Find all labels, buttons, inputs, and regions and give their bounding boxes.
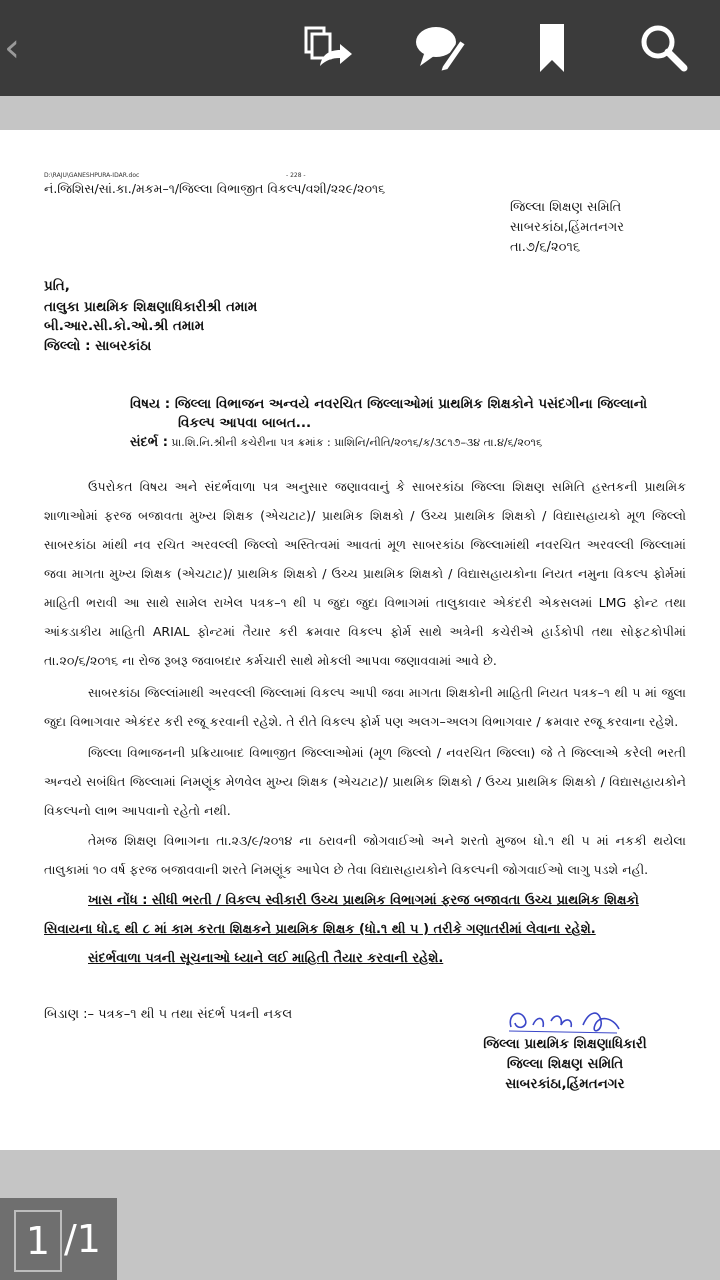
- special-note: ખાસ નોંધ : સીધી ભરતી / વિકલ્પ સ્વીકારી ઉચ્ચ પ્રાથમિક વિભાગમાં ફરજ બજાવતા ઉચ્ચ પ્રાથમિક શિક્ષકો સિવાયના ધો.૬ થી ૮ માં કામ કરતા શિક્ષકને પ્રાથમિક શિક્ષક (ધો.૧ થી ૫ ) તરીકે ગણાતરીમાં લેવાના રહેશે.: [44, 893, 639, 937]
- subject-line-2: વિકલ્પ આપવા બાબત...: [178, 415, 312, 431]
- signatory-location: સાબરકાંઠા,હિંમતનગર: [505, 1076, 625, 1092]
- annotate-icon[interactable]: [412, 20, 468, 76]
- instruction-note: સંદર્ભવાળા પત્રની સૂચનાઓ ધ્યાને લઈ માહિતી તૈયાર કરવાની રહેશે.: [88, 951, 444, 966]
- recipient-prati: પ્રતિ,: [44, 278, 70, 294]
- file-path: D:\RAJU\GANESHPURA-IDAR.doc: [44, 172, 140, 179]
- page-marker: - 228 -: [286, 172, 306, 179]
- signatory-office: જિલ્લા શિક્ષણ સમિતિ: [506, 1056, 624, 1072]
- attachment-line: બિડાણ :– પત્રક–૧ થી ૫ તથા સંદર્ભ પત્રની નકલ: [44, 1007, 293, 1022]
- toolbar-divider: [0, 96, 720, 130]
- document-page: [0, 130, 720, 1150]
- current-page-number[interactable]: 1: [14, 1210, 62, 1272]
- reference-line: [130, 435, 542, 450]
- paragraph-1: ઉપરોકત વિષય અને સંદર્ભવાળા પત્ર અનુસાર જણાવવાનું કે સાબરકાંઠા જિલ્લા શિક્ષણ સમિતિ હસ્તકની પ્રાથમિક શાળાઓમાં ફરજ બજાવતા મુખ્ય શિક્ષક (એચટાટ)/ પ્રાથમિક શિક્ષકો / ઉચ્ચ પ્રાથમિક શિક્ષકો / વિદ્યાસહાયકો મૂળ જિલ્લો સાબરકાંઠા માંથી નવ રચિત અરવલ્લી જિલ્લો અસ્તિત્વમાં આવતાં મૂળ સાબરકાંઠા જિલ્લામાંથી નવરચિત અરવલ્લી જિલ્લામાં જવા માગતા મુખ્ય શિક્ષક (એચટાટ)/ પ્રાથમિક શિક્ષકો / ઉચ્ચ પ્રાથમિક શિક્ષકો / વિદ્યાસહાયકોના નિયત નમુના વિકલ્પ ફોર્મમાં માહિતી ભરાવી આ સાથે સામેલ રાખેલ પત્રક–૧ થી ૫ જુદા જુદા વિભાગમાં તાલુકાવાર એકંદરી એકસલમાં LMG ફોન્ટ તથા આંકડાકીય માહિતી ARIAL ફોન્ટમાં તૈયાર કરી ક્રમવાર વિકલ્પ ફોર્મ સાથે અત્રેની કચેરીએ હાર્ડકોપી તથા સોફટકોપીમાં તા.૨૦/૬/૨૦૧૬ ના રોજ રૂબરૂ જવાબદાર કર્મચારી સાથે મોકલી આપવા જણાવવામાં આવે છે.: [44, 479, 686, 668]
- top-toolbar: [0, 0, 720, 96]
- search-icon[interactable]: [636, 20, 692, 76]
- office-line-2: સાબરકાંઠા,હિંમતનગર: [510, 220, 624, 235]
- reference-text: પ્રા.શિ.નિ.શ્રીની કચેરીના પત્ર ક્રમાંક : પ્રાશિનિ/નીતિ/૨૦૧૬/ક/૩૮૧૭–૩૪ તા.૪/૬/૨૦૧૬: [171, 436, 543, 449]
- paragraph-2: સાબરકાંઠા જિલ્લાંમાથી અરવલ્લી જિલ્લામાં વિકલ્પ આપી જવા માગતા શિક્ષકોની માહિતી નિયત પત્રક–૧ થી ૫ માં જુલા જુદા વિભાગવાર એકંદર કરી રજૂ કરવાની રહેશે. તે રીતે વિકલ્પ ફોર્મ પણ અલગ–અલગ વિભાગવાર / ક્રમવાર રજૂ કરવાના રહેશે.: [44, 685, 686, 729]
- recipient-district: જિલ્લો : સાબરકાંઠા: [44, 338, 152, 354]
- page-indicator[interactable]: [0, 1198, 117, 1280]
- share-pages-icon[interactable]: [300, 20, 356, 76]
- paragraph-3: જિલ્લા વિભાજનની પ્રક્રિયાબાદ વિભાજીત જિલ્લાઓમાં (મૂળ જિલ્લો / નવરચિત જિલ્લા) જે તે જિલ્લાએ કરેલી ભરતી અન્વયે સબંધિત જિલ્લામાં નિમણૂંક મેળવેલ મુખ્ય શિક્ષક (એચટાટ)/ પ્રાથમિક શિક્ષકો / ઉચ્ચ પ્રાથમિક શિક્ષકો / વિદ્યાસહાયકોને વિકલ્પનો લાભ આપવાનો રહેતો નથી.: [44, 745, 686, 818]
- back-chevron-icon[interactable]: ‹: [4, 25, 20, 71]
- recipient-line-1: તાલુકા પ્રાથમિક શિક્ષણાધિકારીશ્રી તમામ: [44, 299, 258, 315]
- reference-number: નં.જિશિસ/સાં.કા./મકમ–૧/જિલ્લા વિભાજીત વિકલ્પ/વશી/૨૨૯/૨૦૧૬: [44, 181, 386, 196]
- office-line-1: જિલ્લા શિક્ષણ સમિતિ: [510, 200, 622, 215]
- bookmark-icon[interactable]: [524, 20, 580, 76]
- signatory-title: જિલ્લા પ્રાથમિક શિક્ષણાધિકારી: [483, 1036, 647, 1052]
- total-pages: /1: [64, 1217, 101, 1261]
- reference-label: સંદર્ભ :: [130, 435, 168, 450]
- recipient-line-2: બી.આર.સી.કો.ઓ.શ્રી તમામ: [44, 318, 205, 334]
- paragraph-4: તેમજ શિક્ષણ વિભાગના તા.૨૩/૯/૨૦૧૪ ના ઠરાવની જોગવાઈઓ અને શરતો મુજબ ધો.૧ થી ૫ માં નકકી થયેલા તાલુકામાં ૧૦ વર્ષ ફરજ બજાવવાની શરતે નિમણૂંક આપેલ છે તેવા વિદ્યાસહાયકોને વિકલ્પની જોગવાઈઓ લાગુ પડશે નહી.: [44, 833, 686, 877]
- office-date: તા.૭/૬/૨૦૧૬: [510, 240, 581, 255]
- subject-line-1: વિષય : જિલ્લા વિભાજન અન્વયે નવરચિત જિલ્લાઓમાં પ્રાથમિક શિક્ષકોને પસંદગીના જિલ્લાનો: [130, 396, 648, 412]
